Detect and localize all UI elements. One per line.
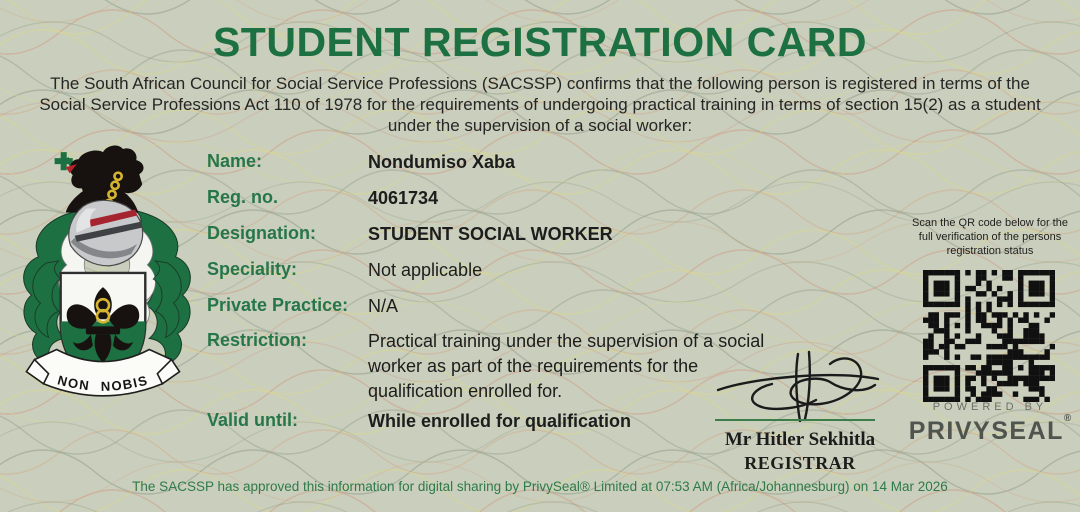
brand-text: PRIVYSEAL	[908, 417, 1064, 445]
field-row-designation	[207, 222, 767, 247]
field-value: Not applicable	[368, 260, 483, 280]
qr-instructions: Scan the QR code below for the full verification of the persons registration status	[912, 217, 1068, 257]
page-title: STUDENT REGISTRATION CARD	[212, 19, 868, 65]
field-row-valid-until	[207, 409, 767, 434]
powered-by-label: POWERED BY	[932, 401, 1048, 413]
field-value: While enrolled for qualification	[368, 411, 632, 431]
field-value: Practical training under the supervision of a social worker as part of the requirements for the qualification enrolled for.	[368, 331, 765, 401]
digital-sharing-approval-note: The SACSSP has approved this information for digital sharing by PrivySeal® Limited at 07:53 AM (Africa/Johannesburg) on 14 Mar 2026	[132, 479, 948, 494]
field-label: Designation:	[207, 223, 317, 243]
privyseal-wordmark	[898, 413, 1080, 446]
registrar-signature	[712, 350, 884, 422]
registration-statement: The South African Council for Social Service Professions (SACSSP) confirms that the following person is registered in terms of the Social Service Professions Act 110 of 1978 for the requirements of undergoing practical training in terms of section 15(2) as a student under the supervision of a social worker:	[39, 74, 1041, 135]
field-label: Reg. no.	[207, 187, 278, 207]
motto-text: NON NOBIS	[55, 372, 150, 394]
sacssp-coat-of-arms	[16, 142, 198, 414]
field-label: Name:	[207, 151, 263, 171]
knight-helmet	[69, 200, 143, 266]
field-row-reg-no	[207, 186, 767, 211]
field-row-private-practice	[207, 294, 767, 319]
field-value: 4061734	[368, 188, 439, 208]
field-label: Restriction:	[207, 330, 308, 350]
field-label: Private Practice:	[207, 295, 349, 315]
qr-code	[923, 270, 1055, 402]
field-row-speciality	[207, 258, 767, 283]
signatory-title: REGISTRAR	[744, 453, 856, 473]
field-value: N/A	[368, 296, 399, 316]
signature-underline	[715, 419, 875, 421]
field-row-restriction	[207, 329, 767, 404]
field-label: Valid until:	[207, 410, 299, 430]
registered-trademark-symbol: ®	[1063, 413, 1072, 424]
signatory-name: Mr Hitler Sekhitla	[724, 429, 876, 450]
field-value: Nondumiso Xaba	[368, 152, 516, 172]
field-value: STUDENT SOCIAL WORKER	[368, 224, 613, 244]
field-row-name	[207, 150, 767, 175]
field-label: Speciality:	[207, 259, 298, 279]
